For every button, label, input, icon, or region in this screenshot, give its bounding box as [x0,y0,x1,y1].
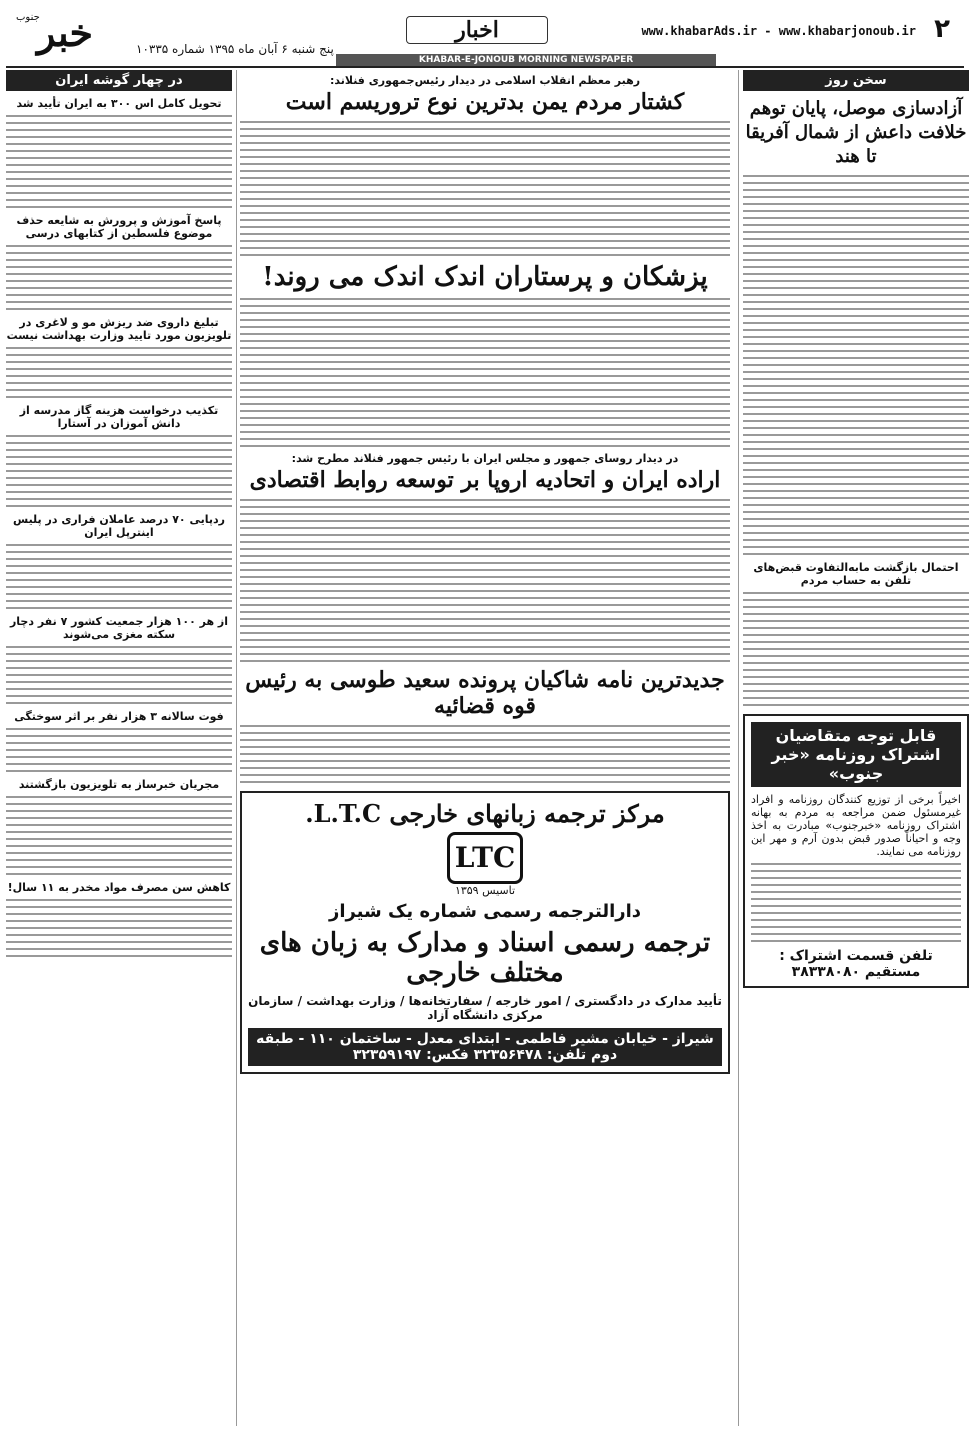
article-text [6,646,232,704]
story-headline: اراده ایران و اتحادیه اروپا بر توسعه روابط اقتصادی [249,467,721,493]
ad-subtitle: دارالترجمه رسمی شماره یک شیراز [328,901,642,922]
article-text [6,728,232,772]
story-headline: جدیدترین نامه شاکیان پرونده سعید طوسی به رئیس قوه قضائیه [245,667,725,719]
news-title: ردپایی ۷۰ درصد عاملان فراری در پلیس اینترپل ایران [13,513,225,539]
left-section-title: در چهار گوشه ایران [6,70,232,91]
logo-text: خبر [37,10,93,55]
ad-established: تاسیس ۱۳۵۹ [454,884,516,897]
article-text [6,796,232,875]
ad-services: تأیید مدارک در دادگستری / امور خارجه / سفارتخانه‌ها / وزارت بهداشت / سازمان مرکزی دانشگاه آزاد [248,994,722,1022]
story-headline: کشتار مردم یمن بدترین نوع تروریسم است [285,89,685,115]
article-text [6,435,232,507]
logo-sub: جنوب [16,12,40,23]
news-title: فوت سالانه ۳ هزار نفر بر اثر سوختگی [14,710,224,723]
subscription-phone[interactable]: تلفن قسمت اشتراک : مستقیم ۳۸۳۳۸۰۸۰ [779,948,933,980]
article-text [240,121,730,256]
news-title: تکذیب درخواست هزینه گاز مدرسه از دانش آموزان در آستارا [19,404,219,430]
left-column [6,70,237,1426]
opinion-headline: آزادسازی موصل، پایان توهم خلافت داعش از شمال آفریقا تا هند [745,98,967,167]
article-text [240,499,730,662]
article-text [743,175,969,555]
article-text [6,245,232,310]
ad-title: مرکز ترجمه زبانهای خارجی L.T.C. [305,799,665,828]
issue-date: پنج شنبه ۶ آبان ماه ۱۳۹۵ شماره ۱۰۳۳۵ [136,42,334,56]
news-title: احتمال بازگشت مابه‌التفاوت قبض‌های تلفن به حساب مردم [753,561,959,587]
news-title: تحویل کامل اس ۳۰۰ به ایران تأیید شد [16,97,222,110]
right-section-title: سخن روز [743,70,969,91]
article-text [240,725,730,783]
ad-address: شیراز - خیابان مشیر فاطمی - ابتدای معدل - ساختمان ۱۱۰ - طبقه دوم تلفن: ۳۲۳۵۶۴۷۸ فکس: ۳۲۳۵۹۱۹۷ [248,1028,722,1066]
news-title: از هر ۱۰۰ هزار جمعیت کشور ۷ نفر دچار سکته مغزی می‌شوند [9,615,229,641]
news-title: پاسخ آموزش و پرورش به شایعه حذف موضوع فلسطین از کتابهای درسی [16,214,222,240]
story-kicker: در دیدار روسای جمهور و مجلس ایران با رئیس جمهور فنلاند مطرح شد: [291,452,679,465]
subscription-ad-body: اخیراً برخی از توزیع کنندگان روزنامه و افراد غیرمسئول ضمن مراجعه به مردم به بهانه اشتراک روزنامه «خبرجنوب» مبادرت به اخذ وجه و احیاناً صدور قبض بدون آرم و مهر این روزنامه می نمایند. [751,793,961,858]
article-text [6,899,232,957]
ltc-translation-ad[interactable] [240,791,730,1074]
article-text [6,544,232,609]
masthead [6,6,964,68]
page-number: ۲ [934,14,950,44]
article-text [6,115,232,208]
ltc-logo: LTC [447,832,523,884]
subscription-ad-header: قابل توجه متقاضیان اشتراک روزنامه «خبر جنوب» [751,722,961,787]
right-column [738,70,969,1426]
story-kicker: رهبر معظم انقلاب اسلامی در دیدار رئیس‌جمهوری فنلاند: [329,74,641,87]
story-headline: پزشکان و پرستاران اندک اندک می روند! [262,262,708,292]
english-strip: KHABAR-E-JONOUB MORNING NEWSPAPER [336,54,716,66]
subscription-ad[interactable] [743,714,969,988]
article-text [743,592,969,706]
news-title: کاهش سن مصرف مواد مخدر به ۱۱ سال! [7,881,231,894]
section-title: اخبار [406,16,548,44]
article-text [751,863,961,942]
middle-column [240,70,730,1426]
site-urls[interactable]: www.khabarAds.ir - www.khabarjonoub.ir [641,24,916,38]
newspaper-logo [10,10,120,54]
news-title: تبلیغ داروی ضد ریزش مو و لاغری در تلویزیون مورد تایید وزارت بهداشت نیست [6,316,232,342]
ad-main-text: ترجمه رسمی اسناد و مدارک به زبان های مختلف خارجی [259,928,711,988]
article-text [6,347,232,398]
news-title: مجریان خبرساز به تلویزیون بازگشتند [18,778,220,791]
article-text [240,298,730,447]
